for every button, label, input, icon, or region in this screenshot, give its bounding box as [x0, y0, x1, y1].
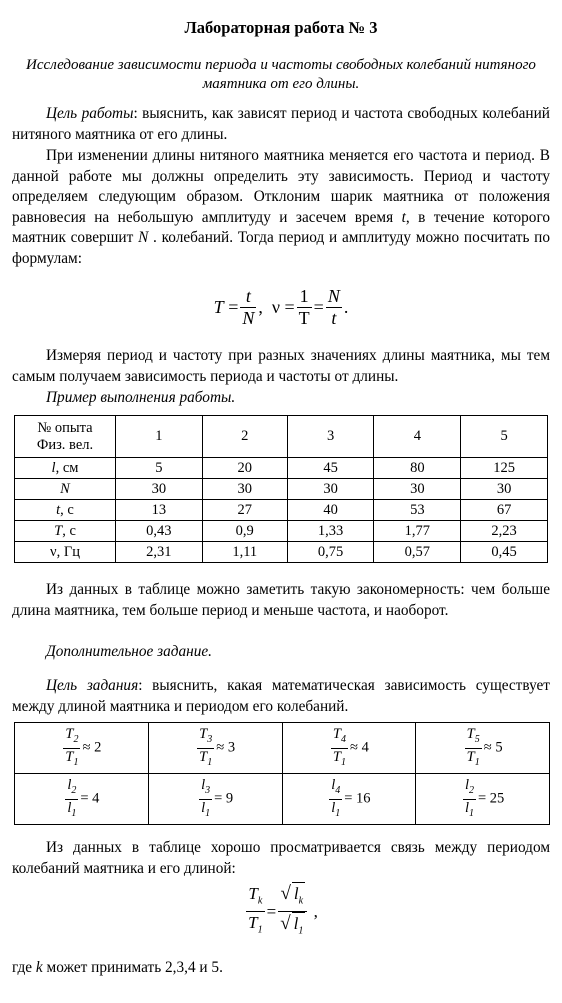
ratio-cell — [15, 774, 149, 825]
page-subtitle: Исследование зависимости периода и частоты свободных колебаний нитяного маятника от его длины. — [26, 57, 536, 92]
table-header-row — [15, 416, 548, 458]
frac-den: l — [464, 799, 469, 816]
fraction-t-over-n — [240, 286, 256, 329]
col-header: 5 — [461, 416, 548, 458]
radicand-sub: 1 — [298, 925, 304, 937]
frac-den-sub: 1 — [207, 756, 213, 768]
relation-paragraph: Из данных в таблице хорошо просматривается связь между периодом колебаний маятника и его длиной: — [12, 839, 550, 877]
table-cell: 2,23 — [461, 521, 548, 542]
task-label: Цель задания — [46, 677, 139, 694]
frac-num: t — [240, 286, 256, 308]
table-cell: 0,75 — [287, 542, 374, 563]
ratio-cell — [148, 723, 282, 774]
period-length-formula — [0, 882, 562, 942]
frac-num: T — [65, 725, 74, 742]
ratio-value: = 16 — [344, 790, 371, 807]
frac-den: N — [242, 308, 255, 328]
table-cell: 45 — [287, 458, 374, 479]
table-cell: 30 — [202, 479, 287, 500]
frac-den: t — [331, 308, 337, 328]
row-symbol: l — [51, 459, 56, 476]
formula-T: T — [213, 297, 224, 317]
measurement-table — [14, 415, 548, 563]
frac-num-sub: 2 — [71, 784, 77, 796]
frac-num: l — [67, 776, 72, 793]
table-cell: 30 — [116, 479, 203, 500]
frac-den: T — [248, 913, 258, 933]
table-cell: 0,9 — [202, 521, 287, 542]
table-cell: 0,43 — [116, 521, 203, 542]
example-heading — [12, 388, 550, 409]
table-row — [15, 458, 548, 479]
col-header: 4 — [374, 416, 461, 458]
frac-num-sub: 4 — [340, 733, 346, 745]
ratio-cell — [282, 723, 416, 774]
frac-den: T — [65, 748, 74, 765]
page-title: Лабораторная работа № 3 — [184, 18, 378, 37]
frac-den-sub: 1 — [468, 807, 474, 819]
ratio-value: ≈ 4 — [349, 739, 369, 756]
goal-text: : выяснить, как зависят период и частота свободных колебаний нитяного маятника от его длины. — [12, 105, 550, 143]
intro-text-1: При изменении длины нитяного маятника меняется его частота и период. В данной работе мы должны определить эту зависимость. Период и частоту определяем следующим образом. Отклоним шарик маятника от положения равновесия на небольшую амплитуду и засечем время — [12, 147, 550, 226]
ratio-value: ≈ 3 — [216, 739, 236, 756]
header-physical-quantity: Физ. вел. — [36, 436, 94, 453]
row-label — [15, 500, 116, 521]
ratio-value: = 4 — [80, 790, 100, 807]
frac-num: N — [327, 286, 340, 306]
header-experiment-no: № опыта — [37, 419, 93, 436]
frac-den-sub: 1 — [71, 807, 77, 819]
formula-comma: , — [258, 297, 263, 317]
frac-num-sub: 3 — [205, 784, 211, 796]
formula-nu: ν — [271, 297, 280, 317]
frac-num: l — [464, 776, 469, 793]
ratio-value: = 9 — [214, 790, 234, 807]
fraction-n-over-t — [326, 286, 342, 329]
row-label — [15, 521, 116, 542]
row-unit: , Гц — [56, 543, 80, 560]
table-cell: 30 — [461, 479, 548, 500]
formula-eq: = — [266, 901, 277, 921]
formula-eq-2: = — [284, 297, 295, 317]
ratio-cell — [148, 774, 282, 825]
frac-den: T — [199, 748, 208, 765]
fraction-1-over-T — [297, 286, 312, 329]
frac-den-sub: 1 — [340, 756, 346, 768]
period-frequency-formula — [0, 286, 562, 329]
formula-eq: = — [228, 297, 239, 317]
frac-num-sub: k — [257, 895, 263, 907]
frac-den-sub: 1 — [205, 807, 211, 819]
table-row — [15, 500, 548, 521]
var-n: N — [138, 229, 149, 246]
frac-num: 1 — [297, 286, 312, 308]
frac-num: l — [201, 776, 206, 793]
length-ratio-row — [15, 774, 550, 825]
frac-den: T — [298, 308, 310, 328]
radicand-sub: k — [298, 895, 304, 907]
final-sentence — [12, 958, 550, 979]
frac-num: T — [466, 725, 475, 742]
table-cell: 20 — [202, 458, 287, 479]
frac-den-sub: 1 — [474, 756, 480, 768]
frac-den-sub: 1 — [73, 756, 79, 768]
row-symbol: ν — [50, 543, 57, 560]
table-cell: 30 — [374, 479, 461, 500]
conclusion-paragraph: Из данных в таблице можно заметить такую закономерность: чем больше длина маятника, тем больше период и меньше частота, и наоборот. — [12, 581, 550, 619]
table-cell: 125 — [461, 458, 548, 479]
row-symbol: t — [56, 501, 61, 518]
frac-den-sub: 1 — [335, 807, 341, 819]
row-label — [15, 458, 116, 479]
root-sign: √ — [280, 883, 291, 904]
table-cell: 67 — [461, 500, 548, 521]
row-label — [15, 479, 116, 500]
ratio-cell — [282, 774, 416, 825]
table-row — [15, 479, 548, 500]
table-cell: 2,31 — [116, 542, 203, 563]
frac-num: l — [331, 776, 336, 793]
row-unit: , с — [60, 501, 74, 518]
col-header: 1 — [116, 416, 203, 458]
frac-num: T — [199, 725, 208, 742]
period-ratio-row — [15, 723, 550, 774]
corner-header-cell — [15, 416, 116, 458]
radicand: l — [293, 884, 299, 903]
final-text-1: где — [12, 959, 36, 976]
table-cell: 27 — [202, 500, 287, 521]
table-cell: 0,45 — [461, 542, 548, 563]
table-cell: 1,33 — [287, 521, 374, 542]
extra-task-heading: Дополнительное задание. — [46, 643, 212, 660]
root-sign: √ — [280, 913, 291, 935]
row-symbol: N — [60, 480, 70, 497]
table-cell: 40 — [287, 500, 374, 521]
table-cell: 53 — [374, 500, 461, 521]
frac-den: l — [331, 799, 336, 816]
frac-num: T — [332, 725, 341, 742]
ratio-table — [14, 722, 550, 825]
row-unit: , см — [55, 459, 79, 476]
frac-den: l — [67, 799, 72, 816]
col-header: 3 — [287, 416, 374, 458]
measurement-paragraph: Измеряя период и частоту при разных значениях длины маятника, мы тем самым получаем зависимость периода и частоты от длины. — [12, 347, 550, 385]
frac-den: T — [332, 748, 341, 765]
frac-den: T — [466, 748, 475, 765]
goal-label: Цель работы — [46, 105, 134, 122]
frac-den: l — [201, 799, 206, 816]
table-cell: 1,11 — [202, 542, 287, 563]
ratio-value: = 25 — [477, 790, 505, 807]
table-cell: 0,57 — [374, 542, 461, 563]
row-unit: , с — [62, 522, 76, 539]
formula-eq-3: = — [313, 297, 324, 317]
table-cell: 30 — [287, 479, 374, 500]
intro-paragraph — [12, 146, 550, 269]
intro-text-3: . колебаний. Тогда период и амплитуду можно посчитать по формулам: — [12, 229, 551, 267]
ratio-value: ≈ 5 — [483, 739, 503, 756]
row-label — [15, 542, 116, 563]
intro-text-2: , в течение которого маятник совершит — [12, 208, 550, 246]
fraction-tk-over-t1 — [246, 883, 264, 941]
table-row — [15, 542, 548, 563]
fraction-sqrt-lk-over-sqrt-l1 — [278, 882, 307, 942]
table-cell: 5 — [116, 458, 203, 479]
frac-num: T — [248, 884, 258, 903]
frac-num-sub: 2 — [468, 784, 474, 796]
example-dot: . — [231, 389, 236, 406]
table-cell: 13 — [116, 500, 203, 521]
ratio-value: ≈ 2 — [82, 739, 102, 756]
task-text: : выяснить, какая математическая зависимость существует между длиной маятника и периодом его колебаний. — [12, 677, 550, 715]
table-row — [15, 521, 548, 542]
task-paragraph — [12, 676, 550, 717]
ratio-cell — [416, 774, 550, 825]
table-cell: 80 — [374, 458, 461, 479]
var-t: t — [401, 208, 406, 226]
formula-comma: , — [313, 901, 318, 921]
row-symbol: T — [54, 522, 63, 539]
ratio-cell — [416, 723, 550, 774]
formula-dot: . — [343, 297, 349, 317]
frac-den-sub: 1 — [257, 924, 263, 936]
final-text-2: может принимать 2,3,4 и 5. — [42, 959, 223, 976]
col-header: 2 — [202, 416, 287, 458]
var-k: k — [35, 959, 43, 976]
frac-num-sub: 2 — [73, 733, 79, 745]
example-label: Пример выполнения работы — [46, 389, 232, 406]
radicand: l — [293, 914, 299, 934]
frac-num-sub: 5 — [474, 733, 480, 745]
frac-num-sub: 4 — [335, 784, 341, 796]
goal-paragraph — [12, 104, 550, 145]
frac-num-sub: 3 — [207, 733, 213, 745]
table-cell: 1,77 — [374, 521, 461, 542]
ratio-cell — [15, 723, 149, 774]
